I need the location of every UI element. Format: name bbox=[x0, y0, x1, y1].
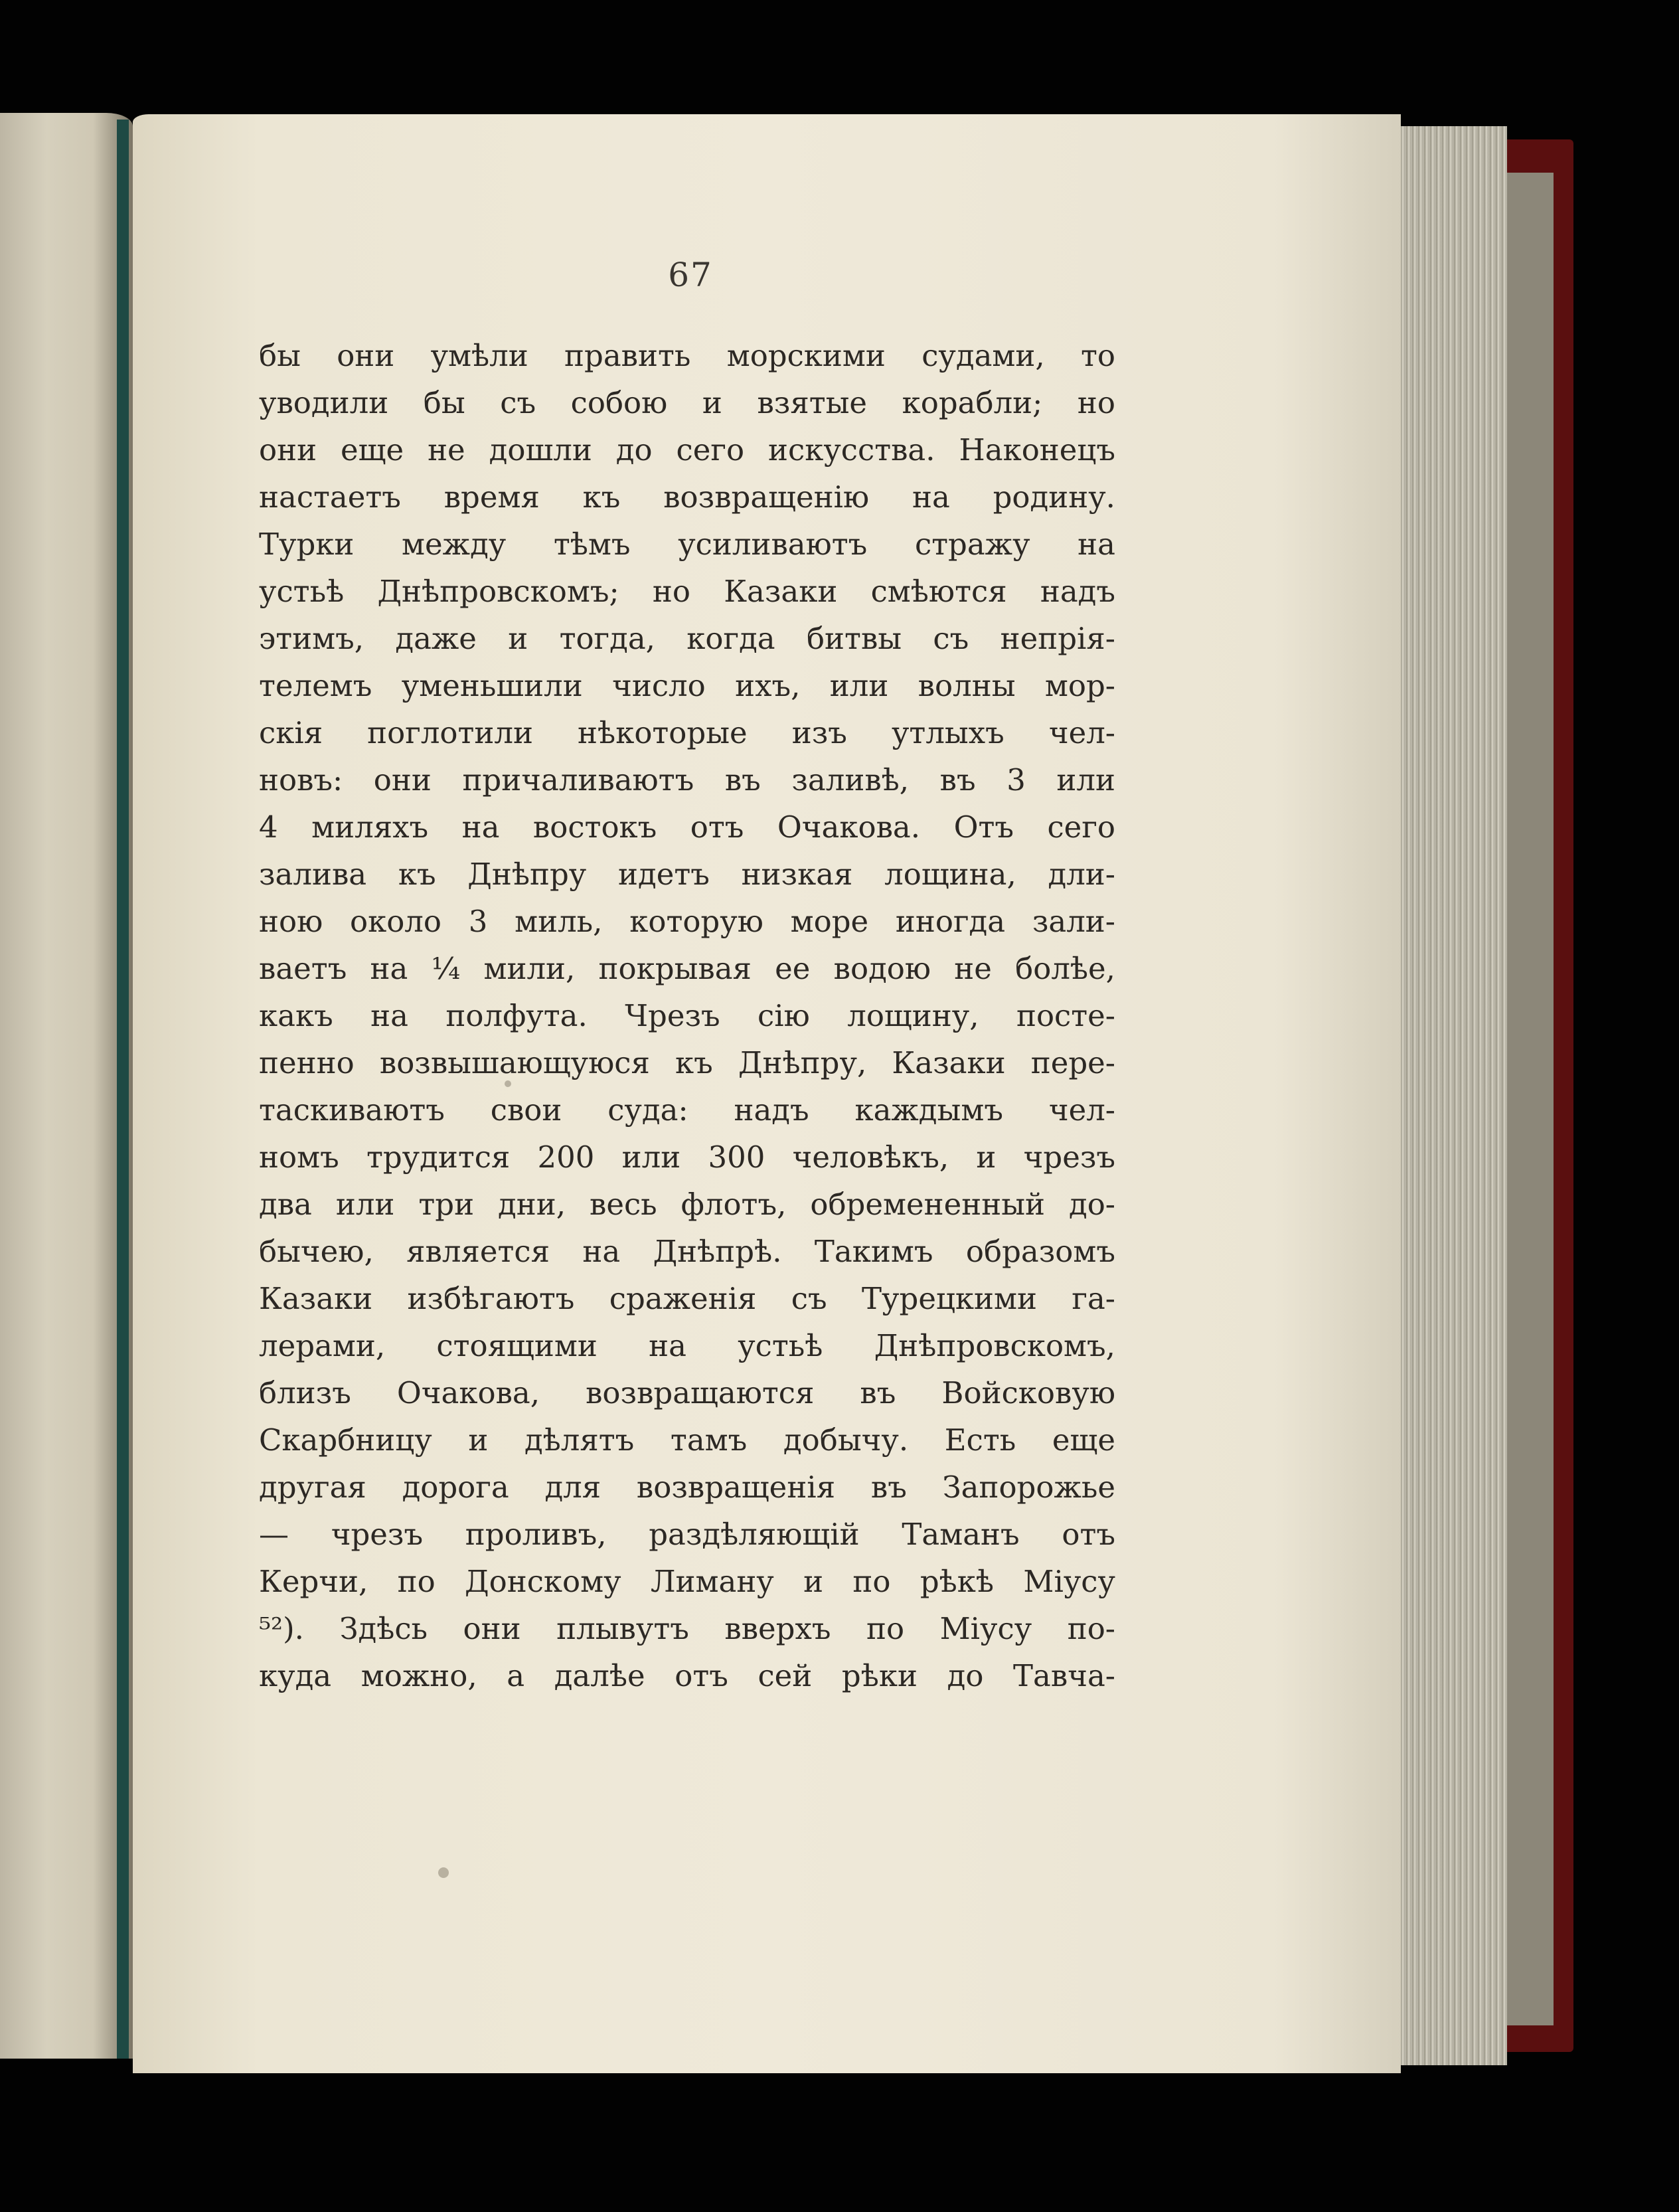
text-line: Керчи, по Донскому Лиману и по рѣкѣ Міусу bbox=[259, 1564, 1115, 1599]
text-line: ваетъ на ¼ мили, покрывая ее водою не болѣе, bbox=[259, 951, 1115, 986]
text-line: близъ Очакова, возвращаются въ Войсковую bbox=[259, 1375, 1115, 1410]
text-line: залива къ Днѣпру идетъ низкая лощина, дли- bbox=[259, 857, 1115, 892]
text-line: этимъ, даже и тогда, когда битвы съ непрія- bbox=[259, 621, 1115, 656]
text-line: ною около 3 миль, которую море иногда зали- bbox=[259, 904, 1115, 939]
text-line: номъ трудится 200 или 300 человѣкъ, и чрезъ bbox=[259, 1140, 1115, 1175]
text-line: 4 миляхъ на востокъ отъ Очакова. Отъ сего bbox=[259, 809, 1115, 845]
text-line: Скарбницу и дѣлятъ тамъ добычу. Есть еще bbox=[259, 1422, 1115, 1458]
text-line: бы они умѣли править морскими судами, то bbox=[259, 338, 1115, 373]
text-line: какъ на полфута. Чрезъ сію лощину, посте- bbox=[259, 998, 1115, 1033]
cover-board bbox=[1500, 173, 1554, 2025]
page-number: 67 bbox=[668, 256, 713, 294]
left-cover-edge bbox=[117, 120, 129, 2059]
text-line: — чрезъ проливъ, раздѣляющій Таманъ отъ bbox=[259, 1517, 1115, 1552]
text-line: телемъ уменьшили число ихъ, или волны мор- bbox=[259, 668, 1115, 703]
left-page-edge bbox=[0, 113, 133, 2059]
text-line: пенно возвышающуюся къ Днѣпру, Казаки пере- bbox=[259, 1045, 1115, 1080]
text-line: два или три дни, весь флотъ, обремененный до- bbox=[259, 1187, 1115, 1222]
text-line: устьѣ Днѣпровскомъ; но Казаки смѣются надъ bbox=[259, 574, 1115, 609]
text-line: они еще не дошли до сего искусства. Наконецъ bbox=[259, 432, 1115, 468]
page-text bbox=[259, 332, 1115, 1699]
text-line: Казаки избѣгаютъ сраженія съ Турецкими га- bbox=[259, 1281, 1115, 1316]
text-line: куда можно, а далѣе отъ сей рѣки до Тавча- bbox=[259, 1658, 1115, 1693]
paper-spot bbox=[438, 1867, 449, 1878]
text-line: скія поглотили нѣкоторые изъ утлыхъ чел- bbox=[259, 715, 1115, 750]
text-line: настаетъ время къ возвращенію на родину. bbox=[259, 479, 1115, 515]
text-line: таскиваютъ свои суда: надъ каждымъ чел- bbox=[259, 1092, 1115, 1128]
text-line: другая дорога для возвращенія въ Запорожье bbox=[259, 1470, 1115, 1505]
text-line: лерами, стоящими на устьѣ Днѣпровскомъ, bbox=[259, 1328, 1115, 1363]
text-line: уводили бы съ собою и взятые корабли; но bbox=[259, 385, 1115, 420]
text-line: новъ: они причаливаютъ въ заливѣ, въ 3 или bbox=[259, 762, 1115, 798]
text-line: Турки между тѣмъ усиливаютъ стражу на bbox=[259, 527, 1115, 562]
text-line: ⁵²). Здѣсь они плывутъ вверхъ по Міусу по- bbox=[259, 1611, 1115, 1646]
text-line: бычею, является на Днѣпрѣ. Такимъ образомъ bbox=[259, 1234, 1115, 1269]
